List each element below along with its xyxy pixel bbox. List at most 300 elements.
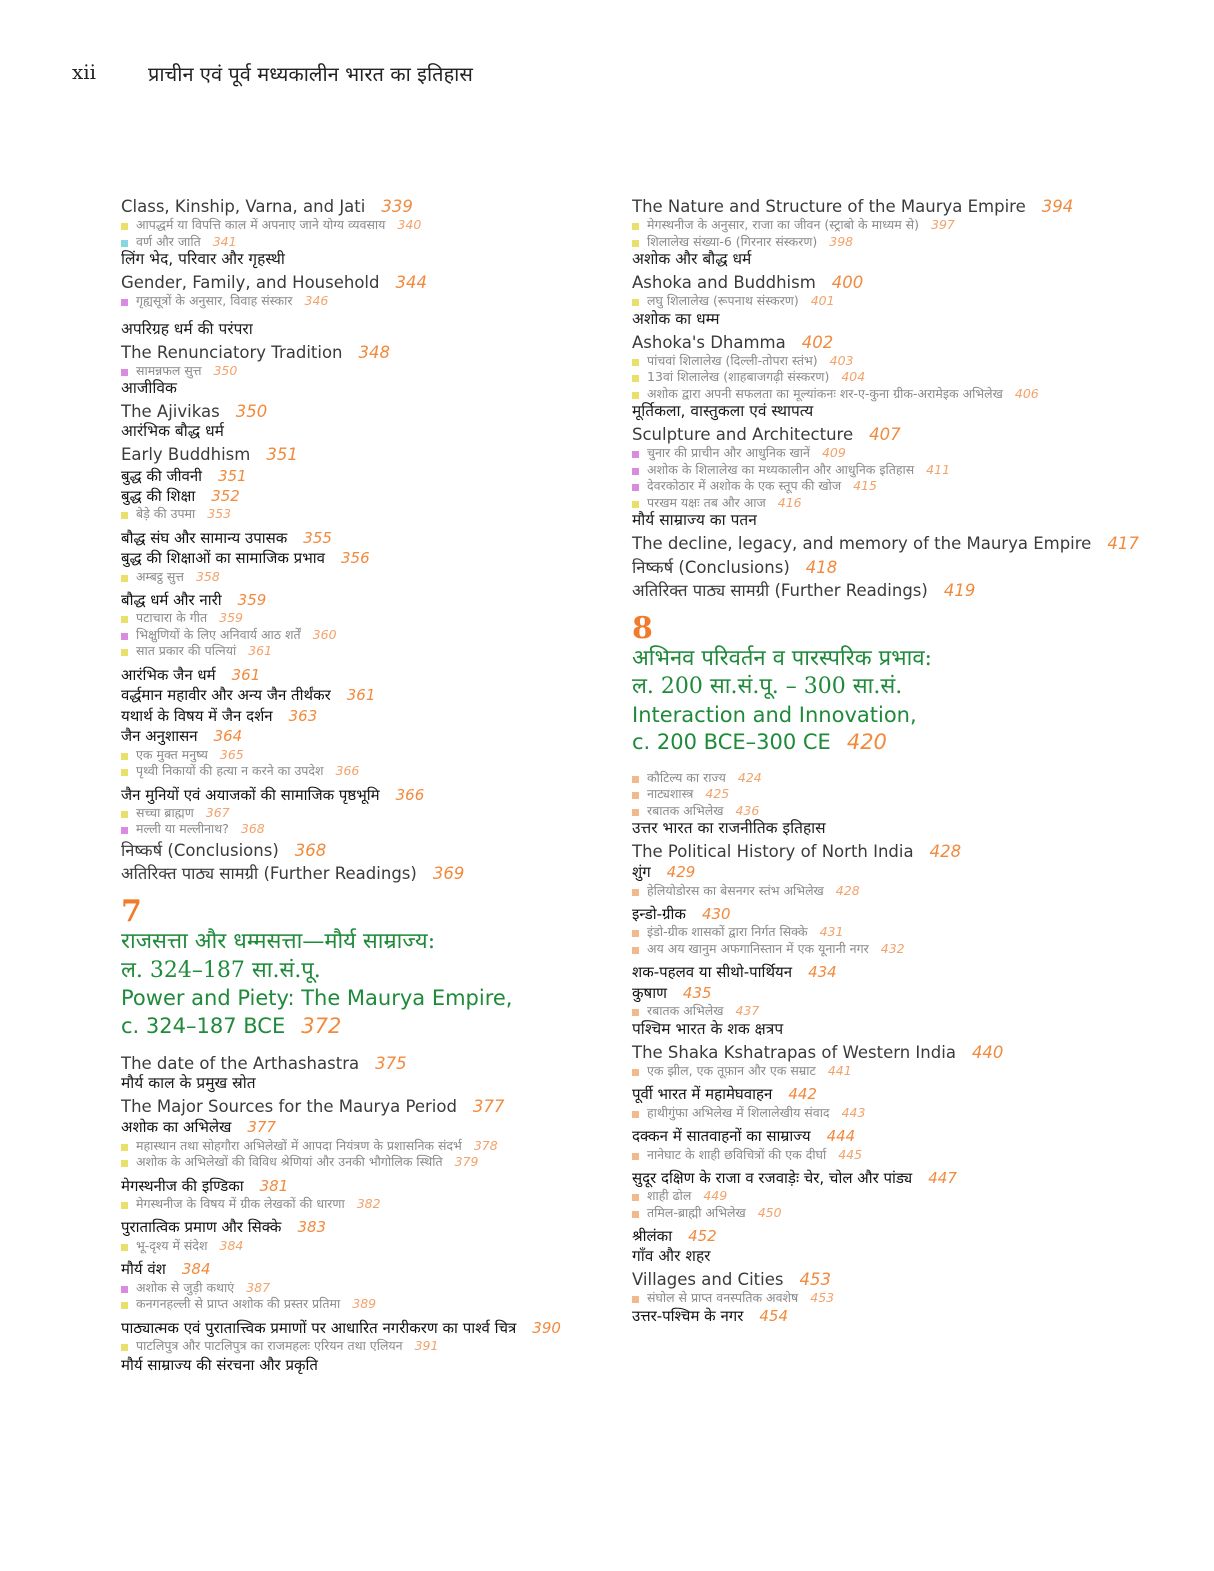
entry-title: मल्ली या मल्लीनाथ? xyxy=(136,821,229,837)
page-ref: 377 xyxy=(472,1097,505,1117)
toc-subentry xyxy=(121,806,601,821)
entry-title: The Renunciatory Tradition xyxy=(121,342,343,362)
bullet-square-icon xyxy=(632,468,639,475)
page-ref: 382 xyxy=(356,1195,381,1211)
running-title: प्राचीन एवं पूर्व मध्यकालीन भारत का इतिहास xyxy=(148,62,473,86)
toc-column-right xyxy=(632,193,1139,1326)
bullet-square-icon xyxy=(121,512,128,519)
page-ref: 368 xyxy=(294,840,327,860)
page-ref: 364 xyxy=(213,727,243,746)
bullet-square-icon xyxy=(121,1160,128,1167)
entry-title: कौटिल्य का राज्य xyxy=(647,769,726,785)
page-ref: 355 xyxy=(303,528,332,547)
page-ref: 415 xyxy=(853,478,877,494)
entry-title: आरंभिक बौद्ध धर्म xyxy=(121,422,224,441)
toc-subentry xyxy=(632,446,1122,461)
toc-subentry xyxy=(632,787,1122,802)
page-ref: 406 xyxy=(1014,385,1039,401)
page-ref: 402 xyxy=(801,332,834,352)
page-ref: 356 xyxy=(340,549,370,568)
chapter-title-hindi: ल. 200 सा.सं.पू. – 300 सा.सं. xyxy=(632,674,903,700)
toc-subentry xyxy=(121,570,601,585)
toc-subentry xyxy=(632,1206,1122,1221)
toc-entry xyxy=(632,1086,1122,1103)
entry-title: उत्तर-पश्चिम के नगर xyxy=(632,1307,744,1326)
toc-entry xyxy=(632,985,1122,1002)
toc-subentry xyxy=(121,507,601,522)
entry-title: इन्डो-ग्रीक xyxy=(632,905,686,924)
entry-title: वर्द्धमान महावीर और अन्य जैन तीर्थंकर xyxy=(121,686,331,705)
entry-title: 13वां शिलालेख (शाहबाजगढ़ी संस्करण) xyxy=(647,369,830,385)
page-ref: 383 xyxy=(297,1218,327,1237)
toc-subentry xyxy=(121,748,601,763)
bullet-square-icon xyxy=(121,575,128,582)
toc-subentry xyxy=(121,764,601,779)
toc-heading-hindi xyxy=(632,1248,1122,1266)
entry-title: पृथ्वी निकायों की हत्या न करने का उपदेश xyxy=(136,763,324,779)
page-ref: 348 xyxy=(358,342,391,362)
bullet-square-icon xyxy=(632,776,639,783)
page-ref: 419 xyxy=(943,580,976,600)
entry-title: मौर्य काल के प्रमुख स्रोत xyxy=(121,1074,256,1093)
bullet-square-icon xyxy=(121,1144,128,1151)
bullet-square-icon xyxy=(632,1211,639,1218)
toc-entry xyxy=(121,1261,601,1278)
bullet-square-icon xyxy=(632,1069,639,1076)
entry-title: शुंग xyxy=(632,863,651,882)
entry-title: चुनार की प्राचीन और आधुनिक खानें xyxy=(647,445,810,461)
entry-title: मौर्य साम्राज्य का पतन xyxy=(632,511,757,530)
chapter-title-english: Interaction and Innovation, xyxy=(632,702,917,727)
toc-subentry xyxy=(121,628,601,643)
toc-entry xyxy=(121,728,601,745)
entry-title: मेगस्थनीज की इण्डिका xyxy=(121,1176,244,1195)
entry-title: आरंभिक जैन धर्म xyxy=(121,665,216,684)
toc-subentry xyxy=(121,611,601,626)
entry-title: मेगस्थनीज के विषय में ग्रीक लेखकों की धारणा xyxy=(136,1195,345,1211)
toc-heading-hindi xyxy=(632,251,1122,269)
page-ref: 441 xyxy=(827,1062,852,1078)
entry-title: बुद्ध की जीवनी xyxy=(121,466,203,485)
toc-subentry xyxy=(632,463,1122,478)
entry-title: इंडो-ग्रीक शासकों द्वारा निर्गत सिक्के xyxy=(647,924,808,940)
toc-subentry xyxy=(121,1155,601,1170)
entry-title: अशोक का धम्म xyxy=(632,309,720,328)
page-ref: 425 xyxy=(705,786,730,802)
entry-title: जैन अनुशासन xyxy=(121,727,198,746)
toc-heading xyxy=(632,425,1122,444)
toc-subentry xyxy=(632,925,1122,940)
toc-subentry xyxy=(632,294,1122,309)
entry-title: पश्चिम भारत के शक क्षत्रप xyxy=(632,1019,784,1038)
page-ref: 429 xyxy=(666,863,696,882)
toc-entry xyxy=(121,1178,601,1195)
page-ref: 359 xyxy=(237,591,267,610)
entry-title: निष्कर्ष (Conclusions) xyxy=(632,557,790,577)
entry-title: Ashoka's Dhamma xyxy=(632,332,786,352)
page-ref: 417 xyxy=(1107,534,1139,554)
toc-subentry xyxy=(121,822,601,837)
bullet-square-icon xyxy=(632,1194,639,1201)
page-ref: 384 xyxy=(181,1260,211,1279)
page-ref: 430 xyxy=(701,905,731,924)
page-ref: 436 xyxy=(735,802,760,818)
toc-entry xyxy=(121,687,601,704)
toc-subentry xyxy=(632,370,1122,385)
entry-title: परखम यक्षः तब और आज xyxy=(647,494,766,510)
entry-title: देवरकोठार में अशोक के एक स्तूप की खोज xyxy=(647,478,842,494)
entry-title: एक झील, एक तूफ़ान और एक सम्राट xyxy=(647,1062,816,1078)
entry-title: बुद्ध की शिक्षा xyxy=(121,486,196,505)
chapter-number: 8 xyxy=(632,610,653,646)
toc-entry xyxy=(632,964,1122,981)
toc-heading-hindi xyxy=(632,512,1122,530)
page-ref: 445 xyxy=(838,1146,863,1162)
entry-title: मौर्य साम्राज्य की संरचना और प्रकृति xyxy=(121,1355,318,1374)
bullet-square-icon xyxy=(121,811,128,818)
toc-entry xyxy=(121,592,601,609)
entry-title: अशोक द्वारा अपनी सफलता का मूल्यांकनः शर-ए-कुना ग्रीक-अरामेइक अभिलेख xyxy=(647,385,1003,401)
entry-title: संघोल से प्राप्त वनस्पतिक अवशेष xyxy=(647,1289,799,1305)
page-ref: 340 xyxy=(397,217,422,233)
page-ref: 367 xyxy=(205,804,230,820)
entry-title: The date of the Arthashastra xyxy=(121,1053,360,1073)
toc-entry xyxy=(121,530,601,547)
entry-title: सच्चा ब्राह्मण xyxy=(136,804,194,820)
entry-title: सात प्रकार की पत्नियां xyxy=(136,643,237,659)
bullet-square-icon xyxy=(632,1111,639,1118)
page-ref: 341 xyxy=(212,233,237,249)
entry-title: बौद्ध धर्म और नारी xyxy=(121,591,222,610)
toc-entry xyxy=(632,1308,1122,1325)
page-ref: 453 xyxy=(799,1269,831,1289)
entry-title: Gender, Family, and Household xyxy=(121,273,380,293)
page-ref: 401 xyxy=(810,293,835,309)
entry-title: Class, Kinship, Varna, and Jati xyxy=(121,197,366,216)
toc-heading-hindi xyxy=(121,1075,601,1093)
entry-title: दक्कन में सातवाहनों का साम्राज्य xyxy=(632,1127,811,1146)
page-ref: 360 xyxy=(312,626,337,642)
page-ref: 339 xyxy=(381,197,413,216)
chapter-title-english: Power and Piety: The Maurya Empire, xyxy=(121,986,513,1011)
entry-title: पुरातात्विक प्रमाण और सिक्के xyxy=(121,1218,282,1237)
bullet-square-icon xyxy=(121,299,128,306)
toc-heading xyxy=(632,333,1122,352)
entry-title: रबातक अभिलेख xyxy=(647,802,724,818)
page-ref: 409 xyxy=(821,445,846,461)
toc-subentry xyxy=(632,942,1122,957)
toc-heading xyxy=(632,581,1122,600)
toc-entry xyxy=(121,468,601,485)
page-ref: 437 xyxy=(735,1003,760,1019)
entry-title: अतिरिक्त पाठ्य सामग्री (Further Readings) xyxy=(632,580,928,600)
page-ref: 420 xyxy=(846,730,887,755)
page-ref: 350 xyxy=(213,362,238,378)
chapter-heading xyxy=(121,895,601,1040)
page-ref: 359 xyxy=(219,610,243,626)
entry-title: हेलियोडोरस का बेसनगर स्तंभ अभिलेख xyxy=(647,882,824,898)
bullet-square-icon xyxy=(632,1009,639,1016)
toc-heading xyxy=(121,841,601,860)
toc-heading-hindi xyxy=(121,321,601,339)
entry-title: गृह्यसूत्रों के अनुसार, विवाह संस्कार xyxy=(136,293,293,309)
page-ref: 432 xyxy=(880,940,905,956)
entry-title: The Nature and Structure of the Maurya Empire xyxy=(632,197,1026,216)
page-ref: 344 xyxy=(395,273,427,293)
page-ref: 378 xyxy=(473,1137,498,1153)
chapter-title-english: c. 200 BCE–300 CE 420 xyxy=(632,730,887,755)
entry-title: हाथीगुंफा अभिलेख में शिलालेखीय संवाद xyxy=(647,1104,830,1120)
toc-subentry xyxy=(632,1291,1122,1306)
page-ref: 387 xyxy=(246,1279,271,1295)
toc-subentry xyxy=(121,364,601,379)
page-ref: 428 xyxy=(929,842,962,861)
page-ref: 351 xyxy=(218,466,247,485)
page-ref: 352 xyxy=(211,486,240,505)
toc-heading xyxy=(632,1270,1122,1289)
page-ref: 444 xyxy=(826,1127,856,1146)
toc-subentry xyxy=(121,218,601,233)
page-ref: 398 xyxy=(829,233,854,249)
page-ref: 377 xyxy=(247,1118,276,1137)
toc-subentry xyxy=(121,1297,601,1312)
page-ref: 369 xyxy=(432,864,465,884)
entry-title: कुषाण xyxy=(632,983,667,1002)
bullet-square-icon xyxy=(632,359,639,366)
page-ref: 389 xyxy=(352,1296,377,1312)
entry-title: The Major Sources for the Maurya Period xyxy=(121,1097,457,1117)
toc-subentry xyxy=(121,644,601,659)
page-ref: 361 xyxy=(248,643,273,659)
entry-title: Sculpture and Architecture xyxy=(632,425,854,445)
toc-subentry xyxy=(632,479,1122,494)
page-ref: 431 xyxy=(819,924,844,940)
entry-title: पांचवां शिलालेख (दिल्ली-तोपरा स्तंभ) xyxy=(647,352,818,368)
toc-subentry xyxy=(632,496,1122,511)
toc-entry xyxy=(121,708,601,725)
page-ref: 358 xyxy=(195,568,220,584)
toc-entry xyxy=(121,787,601,804)
bullet-square-icon xyxy=(121,616,128,623)
toc-heading xyxy=(121,273,601,292)
page-ref: 454 xyxy=(759,1307,789,1326)
entry-title: अशोक का अभिलेख xyxy=(121,1118,232,1137)
toc-heading xyxy=(632,534,1139,554)
toc-subentry xyxy=(632,1148,1122,1163)
toc-heading-hindi xyxy=(632,403,1122,421)
page-ref: 428 xyxy=(835,882,860,898)
entry-title: एक मुक्त मनुष्य xyxy=(136,746,208,762)
toc-heading-hindi xyxy=(632,311,1122,329)
bullet-square-icon xyxy=(632,792,639,799)
entry-title: नाट्यशास्त्र xyxy=(647,786,694,802)
entry-title: गाँव और शहर xyxy=(632,1246,711,1265)
entry-title: नानेघाट के शाही छविचित्रों की एक दीर्घा xyxy=(647,1146,827,1162)
page-ref: 403 xyxy=(829,352,854,368)
toc-heading xyxy=(632,273,1122,292)
page-ref: 361 xyxy=(231,665,261,684)
entry-title: मौर्य वंश xyxy=(121,1260,166,1279)
entry-title: शक-पहलव या सीथो-पार्थियन xyxy=(632,963,793,982)
entry-title: बुद्ध की शिक्षाओं का सामाजिक प्रभाव xyxy=(121,549,325,568)
page-ref: 365 xyxy=(219,746,244,762)
entry-title: Ashoka and Buddhism xyxy=(632,273,816,293)
toc-subentry xyxy=(632,884,1122,899)
entry-title: The decline, legacy, and memory of the Maurya Empire xyxy=(632,534,1092,554)
toc-heading-hindi xyxy=(121,380,601,398)
page-ref: 452 xyxy=(688,1227,717,1246)
entry-title: आपद्धर्म या विपत्ति काल में अपनाए जाने योग्य व्यवसाय xyxy=(136,217,386,233)
entry-title: आजीविक xyxy=(121,379,177,398)
toc-subentry xyxy=(121,1339,601,1354)
page-ref: 346 xyxy=(304,293,329,309)
toc-subentry xyxy=(121,235,601,250)
bullet-square-icon xyxy=(121,223,128,230)
chapter-title-hindi: राजसत्ता और धम्मसत्ता—मौर्य साम्राज्य: xyxy=(121,929,436,955)
toc-heading xyxy=(121,402,601,421)
bullet-square-icon xyxy=(632,223,639,230)
chapter-title-hindi: अभिनव परिवर्तन व पारस्परिक प्रभाव: xyxy=(632,645,932,671)
entry-title: लिंग भेद, परिवार और गृहस्थी xyxy=(121,250,285,269)
page-ref: 442 xyxy=(788,1085,817,1104)
page-number: xii xyxy=(72,60,97,84)
bullet-square-icon xyxy=(632,299,639,306)
page-ref: 384 xyxy=(219,1237,244,1253)
entry-title: महास्थान तथा सोहगौरा अभिलेखों में आपदा नियंत्रण के प्रशासनिक संदर्भ xyxy=(136,1137,462,1153)
bullet-square-icon xyxy=(632,1153,639,1160)
page-ref: 434 xyxy=(808,963,837,982)
toc-heading-hindi xyxy=(121,423,601,441)
page-ref: 404 xyxy=(841,369,866,385)
page-ref: 447 xyxy=(928,1169,957,1188)
toc-entry xyxy=(632,1128,1122,1145)
toc-heading xyxy=(632,842,1122,861)
entry-title: अशोक और बौद्ध धर्म xyxy=(632,250,752,269)
toc-heading xyxy=(121,864,601,883)
bullet-square-icon xyxy=(121,1286,128,1293)
bullet-square-icon xyxy=(632,501,639,508)
entry-title: शाही ढोल xyxy=(647,1188,692,1204)
page-ref: 350 xyxy=(235,402,268,422)
toc-entry xyxy=(632,1170,1122,1187)
toc-heading xyxy=(121,1054,601,1073)
page-ref: 407 xyxy=(869,425,901,445)
entry-title: पटाचारा के गीत xyxy=(136,610,208,626)
entry-title: मेगस्थनीज के अनुसार, राजा का जीवन (स्ट्राबो के माध्यम से) xyxy=(647,217,920,233)
chapter-title-hindi: ल. 324–187 सा.सं.पू. xyxy=(121,957,321,983)
toc-subentry xyxy=(121,1139,601,1154)
toc-entry xyxy=(121,1320,601,1337)
page-ref: 353 xyxy=(207,506,232,522)
entry-title: कनगनहल्ली से प्राप्त अशोक की प्रस्तर प्रतिमा xyxy=(136,1296,341,1312)
entry-title: भू-दृश्य में संदेश xyxy=(136,1237,208,1253)
toc-heading xyxy=(121,445,601,464)
entry-title: Early Buddhism xyxy=(121,445,251,465)
bullet-square-icon xyxy=(121,1202,128,1209)
page-ref: 394 xyxy=(1041,197,1074,216)
entry-title: जैन मुनियों एवं अयाजकों की सामाजिक पृष्ठभूमि xyxy=(121,785,380,804)
toc-heading xyxy=(121,1097,601,1116)
page-ref: 366 xyxy=(395,785,425,804)
entry-title: रबातक अभिलेख xyxy=(647,1003,724,1019)
toc-entry xyxy=(632,1228,1122,1245)
toc-heading-hindi xyxy=(121,251,601,269)
toc-heading-hindi xyxy=(632,1021,1122,1039)
toc-subentry xyxy=(632,354,1122,369)
toc-subentry xyxy=(632,804,1122,819)
bullet-square-icon xyxy=(121,1244,128,1251)
toc-entry xyxy=(121,667,601,684)
bullet-square-icon xyxy=(121,753,128,760)
toc-heading xyxy=(632,558,1122,577)
bullet-square-icon xyxy=(121,649,128,656)
entry-title: बौद्ध संघ और सामान्य उपासक xyxy=(121,528,288,547)
bullet-square-icon xyxy=(121,1302,128,1309)
bullet-square-icon xyxy=(121,1344,128,1351)
bullet-square-icon xyxy=(121,827,128,834)
entry-title: शिलालेख संख्या-6 (गिरनार संस्करण) xyxy=(647,233,818,249)
page-ref: 361 xyxy=(346,686,376,705)
toc-heading xyxy=(121,343,601,362)
page-ref: 366 xyxy=(335,763,360,779)
toc-subentry xyxy=(121,294,601,309)
bullet-square-icon xyxy=(121,769,128,776)
bullet-square-icon xyxy=(632,889,639,896)
entry-title: The Shaka Kshatrapas of Western India xyxy=(632,1042,956,1062)
toc-subentry xyxy=(121,1197,601,1212)
entry-title: तमिल-ब्राह्मी अभिलेख xyxy=(647,1204,746,1220)
bullet-square-icon xyxy=(632,947,639,954)
page-ref: 400 xyxy=(831,273,864,293)
toc-subentry xyxy=(632,235,1122,250)
bullet-square-icon xyxy=(632,484,639,491)
page-ref: 440 xyxy=(971,1042,1004,1062)
toc-entry xyxy=(121,1219,601,1236)
toc-entry xyxy=(121,1357,601,1374)
toc-heading xyxy=(632,197,1122,216)
page-ref: 411 xyxy=(926,461,951,477)
toc-subentry xyxy=(632,218,1122,233)
page-ref: 375 xyxy=(375,1053,407,1073)
toc-subentry xyxy=(632,1004,1122,1019)
entry-title: यथार्थ के विषय में जैन दर्शन xyxy=(121,706,273,725)
entry-title: पाठ्यात्मक एवं पुरातात्त्विक प्रमाणों पर आधारित नगरीकरण का पार्श्व चित्र xyxy=(121,1318,517,1337)
bullet-square-icon xyxy=(632,451,639,458)
page-ref: 450 xyxy=(757,1204,782,1220)
entry-title: पाटलिपुत्र और पाटलिपुत्र का राजमहलः एरियन तथा एलियन xyxy=(136,1338,403,1354)
entry-title: अशोक के शिलालेख का मध्यकालीन और आधुनिक इतिहास xyxy=(647,461,915,477)
entry-title: वर्ण और जाति xyxy=(136,233,201,249)
entry-title: अम्बट्ठ सुत्त xyxy=(136,568,184,584)
bullet-square-icon xyxy=(632,809,639,816)
chapter-title-english: c. 324–187 BCE 372 xyxy=(121,1013,342,1038)
toc-subentry xyxy=(632,1064,1122,1079)
page-ref: 368 xyxy=(240,821,265,837)
bullet-square-icon xyxy=(632,1296,639,1303)
page-ref: 390 xyxy=(532,1318,561,1337)
spacer xyxy=(121,309,601,319)
bullet-square-icon xyxy=(121,240,128,247)
entry-title: अय अय खानुम अफगानिस्तान में एक यूनानी नगर xyxy=(647,940,869,956)
bullet-square-icon xyxy=(121,633,128,640)
bullet-square-icon xyxy=(632,930,639,937)
bullet-square-icon xyxy=(121,369,128,376)
entry-title: पूर्वी भारत में महामेघवाहन xyxy=(632,1085,773,1104)
page-ref: 379 xyxy=(454,1154,479,1170)
toc-subentry xyxy=(632,1106,1122,1121)
toc-entry xyxy=(632,864,1122,881)
chapter-heading xyxy=(632,612,1122,757)
